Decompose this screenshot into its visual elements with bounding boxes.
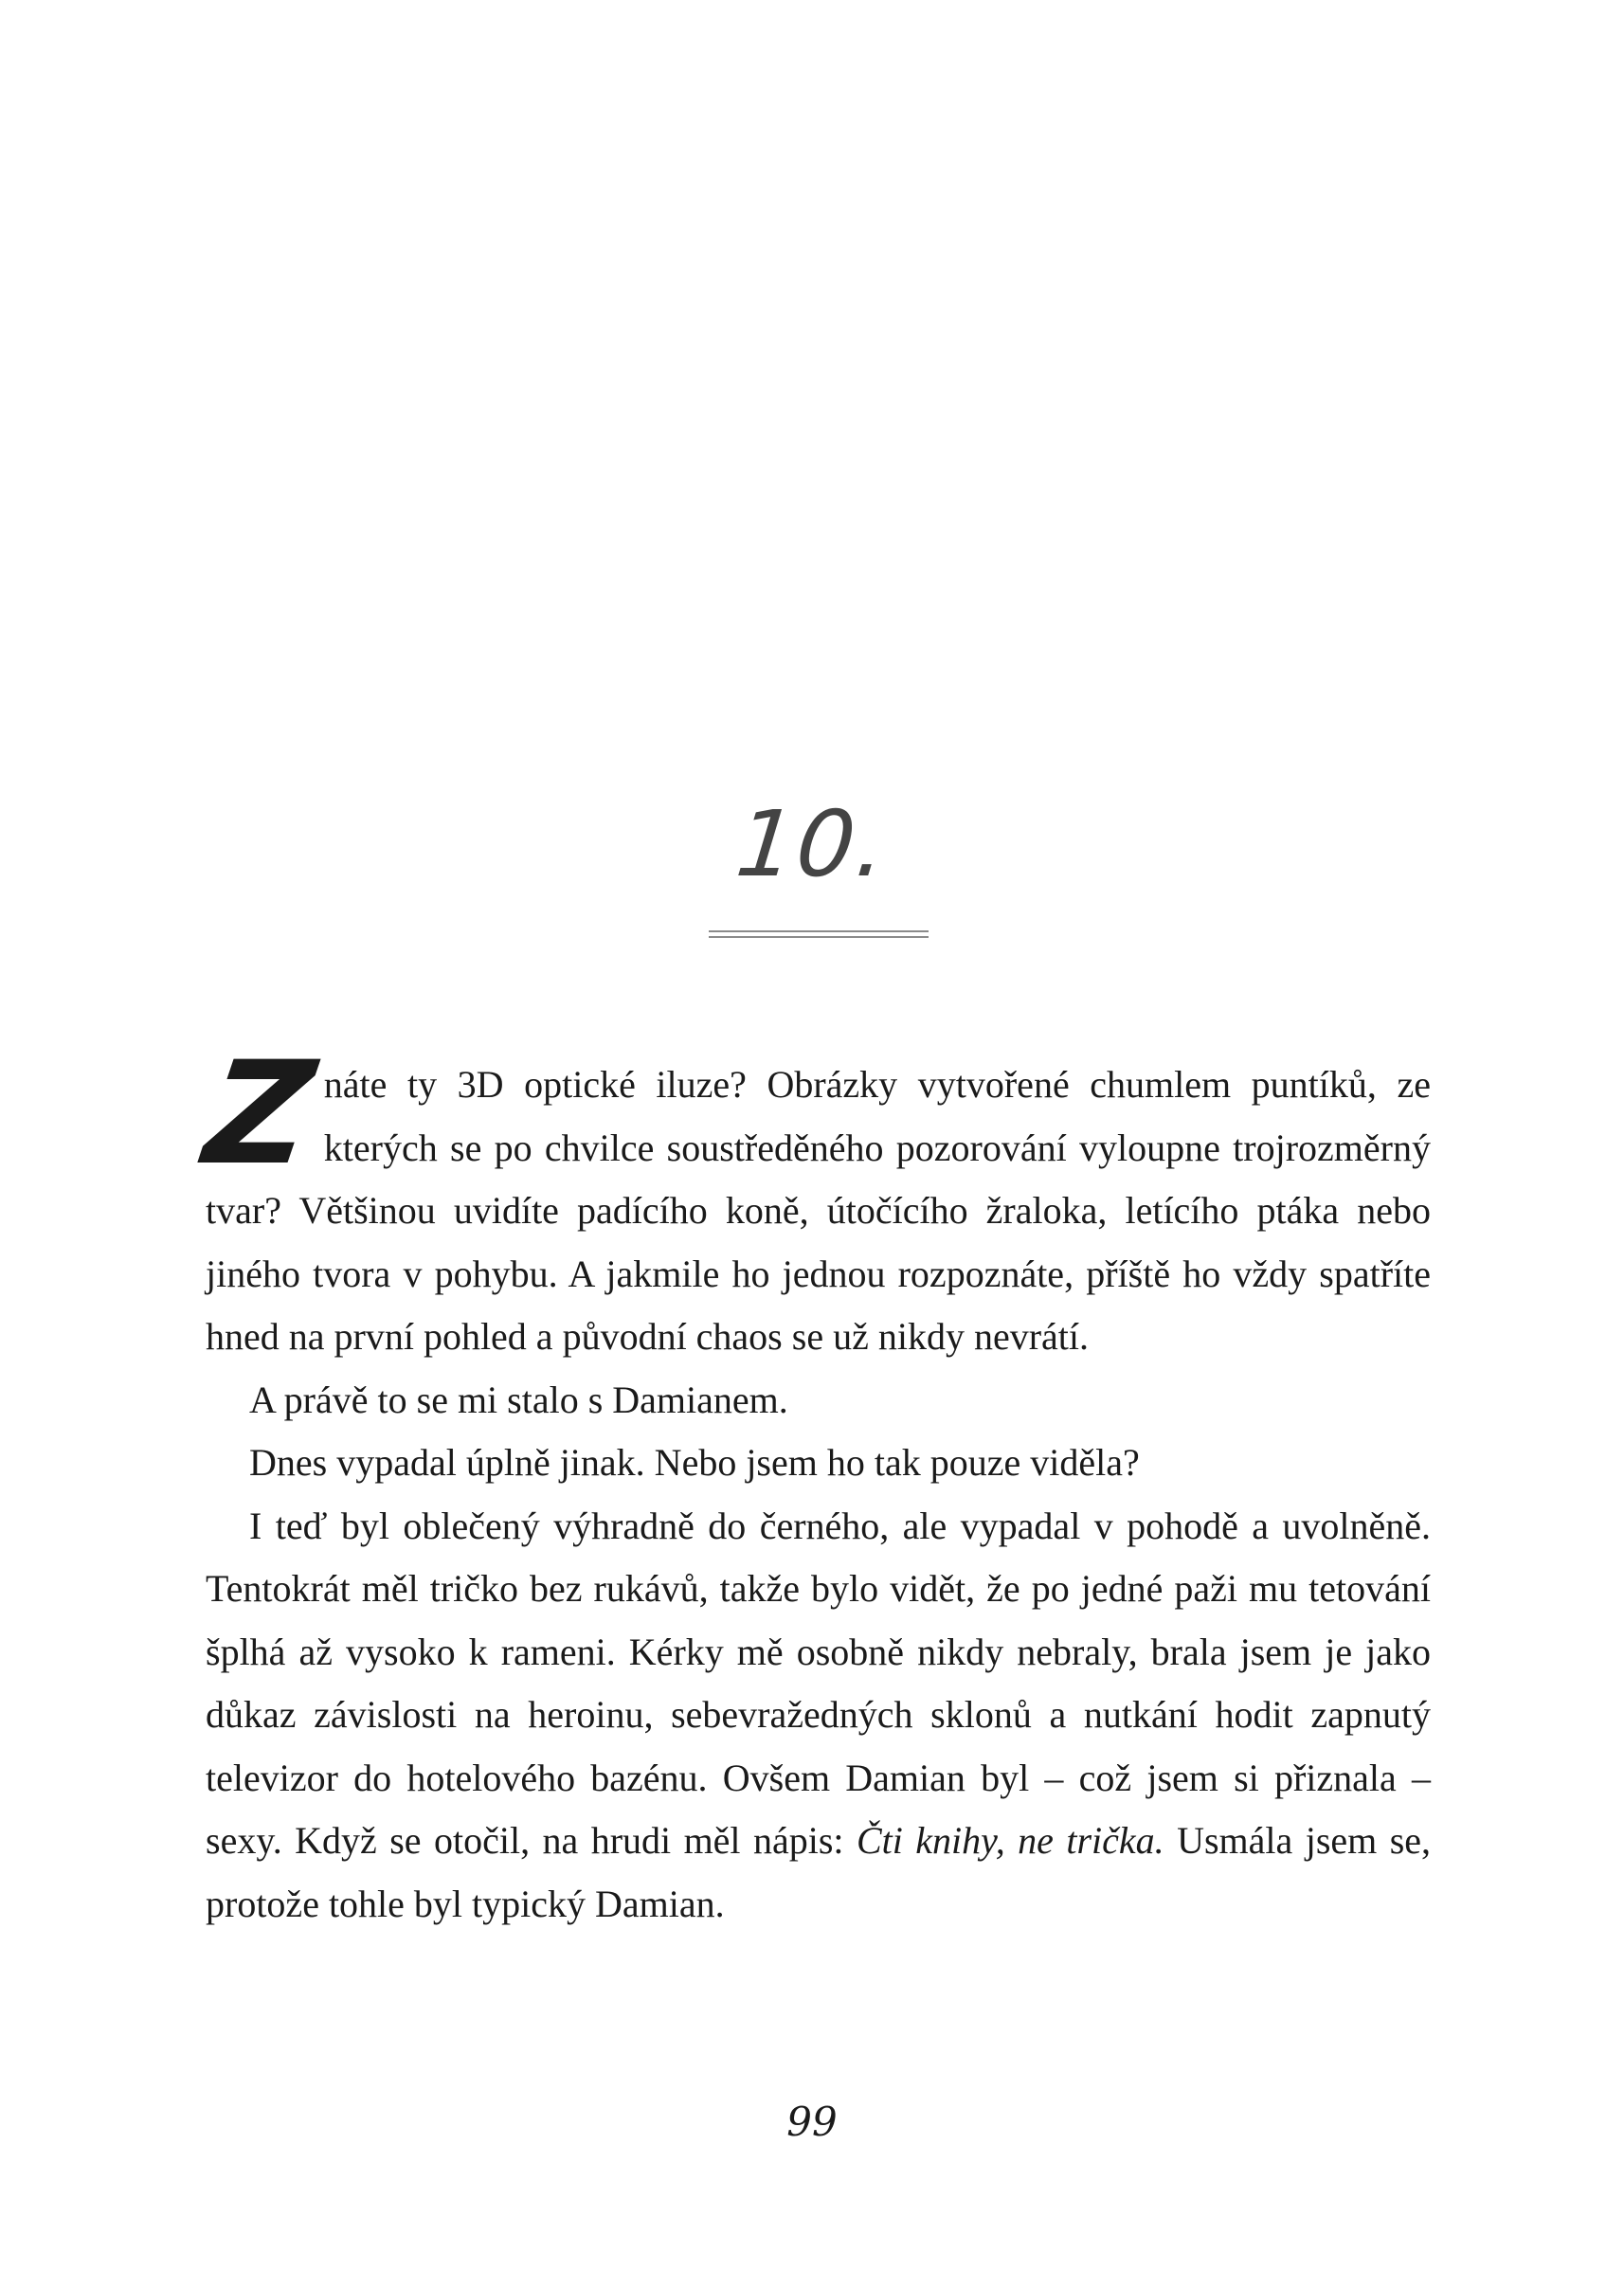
paragraph-2: A právě to se mi stalo s Damianem.: [249, 1378, 788, 1421]
paragraph-1: [196, 1032, 1431, 1369]
chapter-divider: [709, 930, 929, 940]
chapter-body: [196, 1032, 1432, 1936]
divider-line-top: [709, 930, 929, 932]
paragraph-3: Dnes vypadal úplně jinak. Nebo jsem ho tak pouze viděla?: [249, 1441, 1140, 1484]
paragraph-4-text-after: Usmála jsem se, protože tohle byl typický Damian.: [206, 1819, 1432, 1925]
shirt-slogan: Čti knihy, ne trička.: [856, 1819, 1164, 1862]
drop-cap: Z: [196, 1032, 323, 1197]
paragraph-4: [206, 1495, 1431, 1937]
page-number: 99: [786, 2099, 838, 2145]
chapter-number: 10.: [731, 791, 893, 897]
chapter-heading: [0, 791, 1624, 897]
paragraph-1-text: náte ty 3D optické iluze? Obrázky vytvořené chumlem puntíků, ze kterých se po chvilce soustředěného pozorování vyloupne trojrozměrný tvar? Většinou uvidíte padícího koně, útočícího žraloka, letícího ptáka nebo jiného tvora v pohybu. A jakmile ho jednou rozpoznáte, příště ho vždy spatříte hned na první pohled a původní chaos se už nikdy nevrátí.: [206, 1063, 1431, 1358]
paragraph-4-text-before: I teď byl oblečený výhradně do černého, ale vypadal v pohodě a uvolněně. Tentokrát měl tričko bez rukávů, takže bylo vidět, že po jedné paži mu tetování šplhá až vysoko k rameni. Kérky mě osobně nikdy nebraly, brala jsem je jako důkaz závislosti na heroinu, sebevražedných sklonů a nutkání hodit zapnutý televizor do hotelového bazénu. Ovšem Damian byl – což jsem si přiznala – sexy. Když se otočil, na hrudi měl nápis:: [206, 1504, 1431, 1862]
divider-line-bottom: [709, 936, 929, 938]
